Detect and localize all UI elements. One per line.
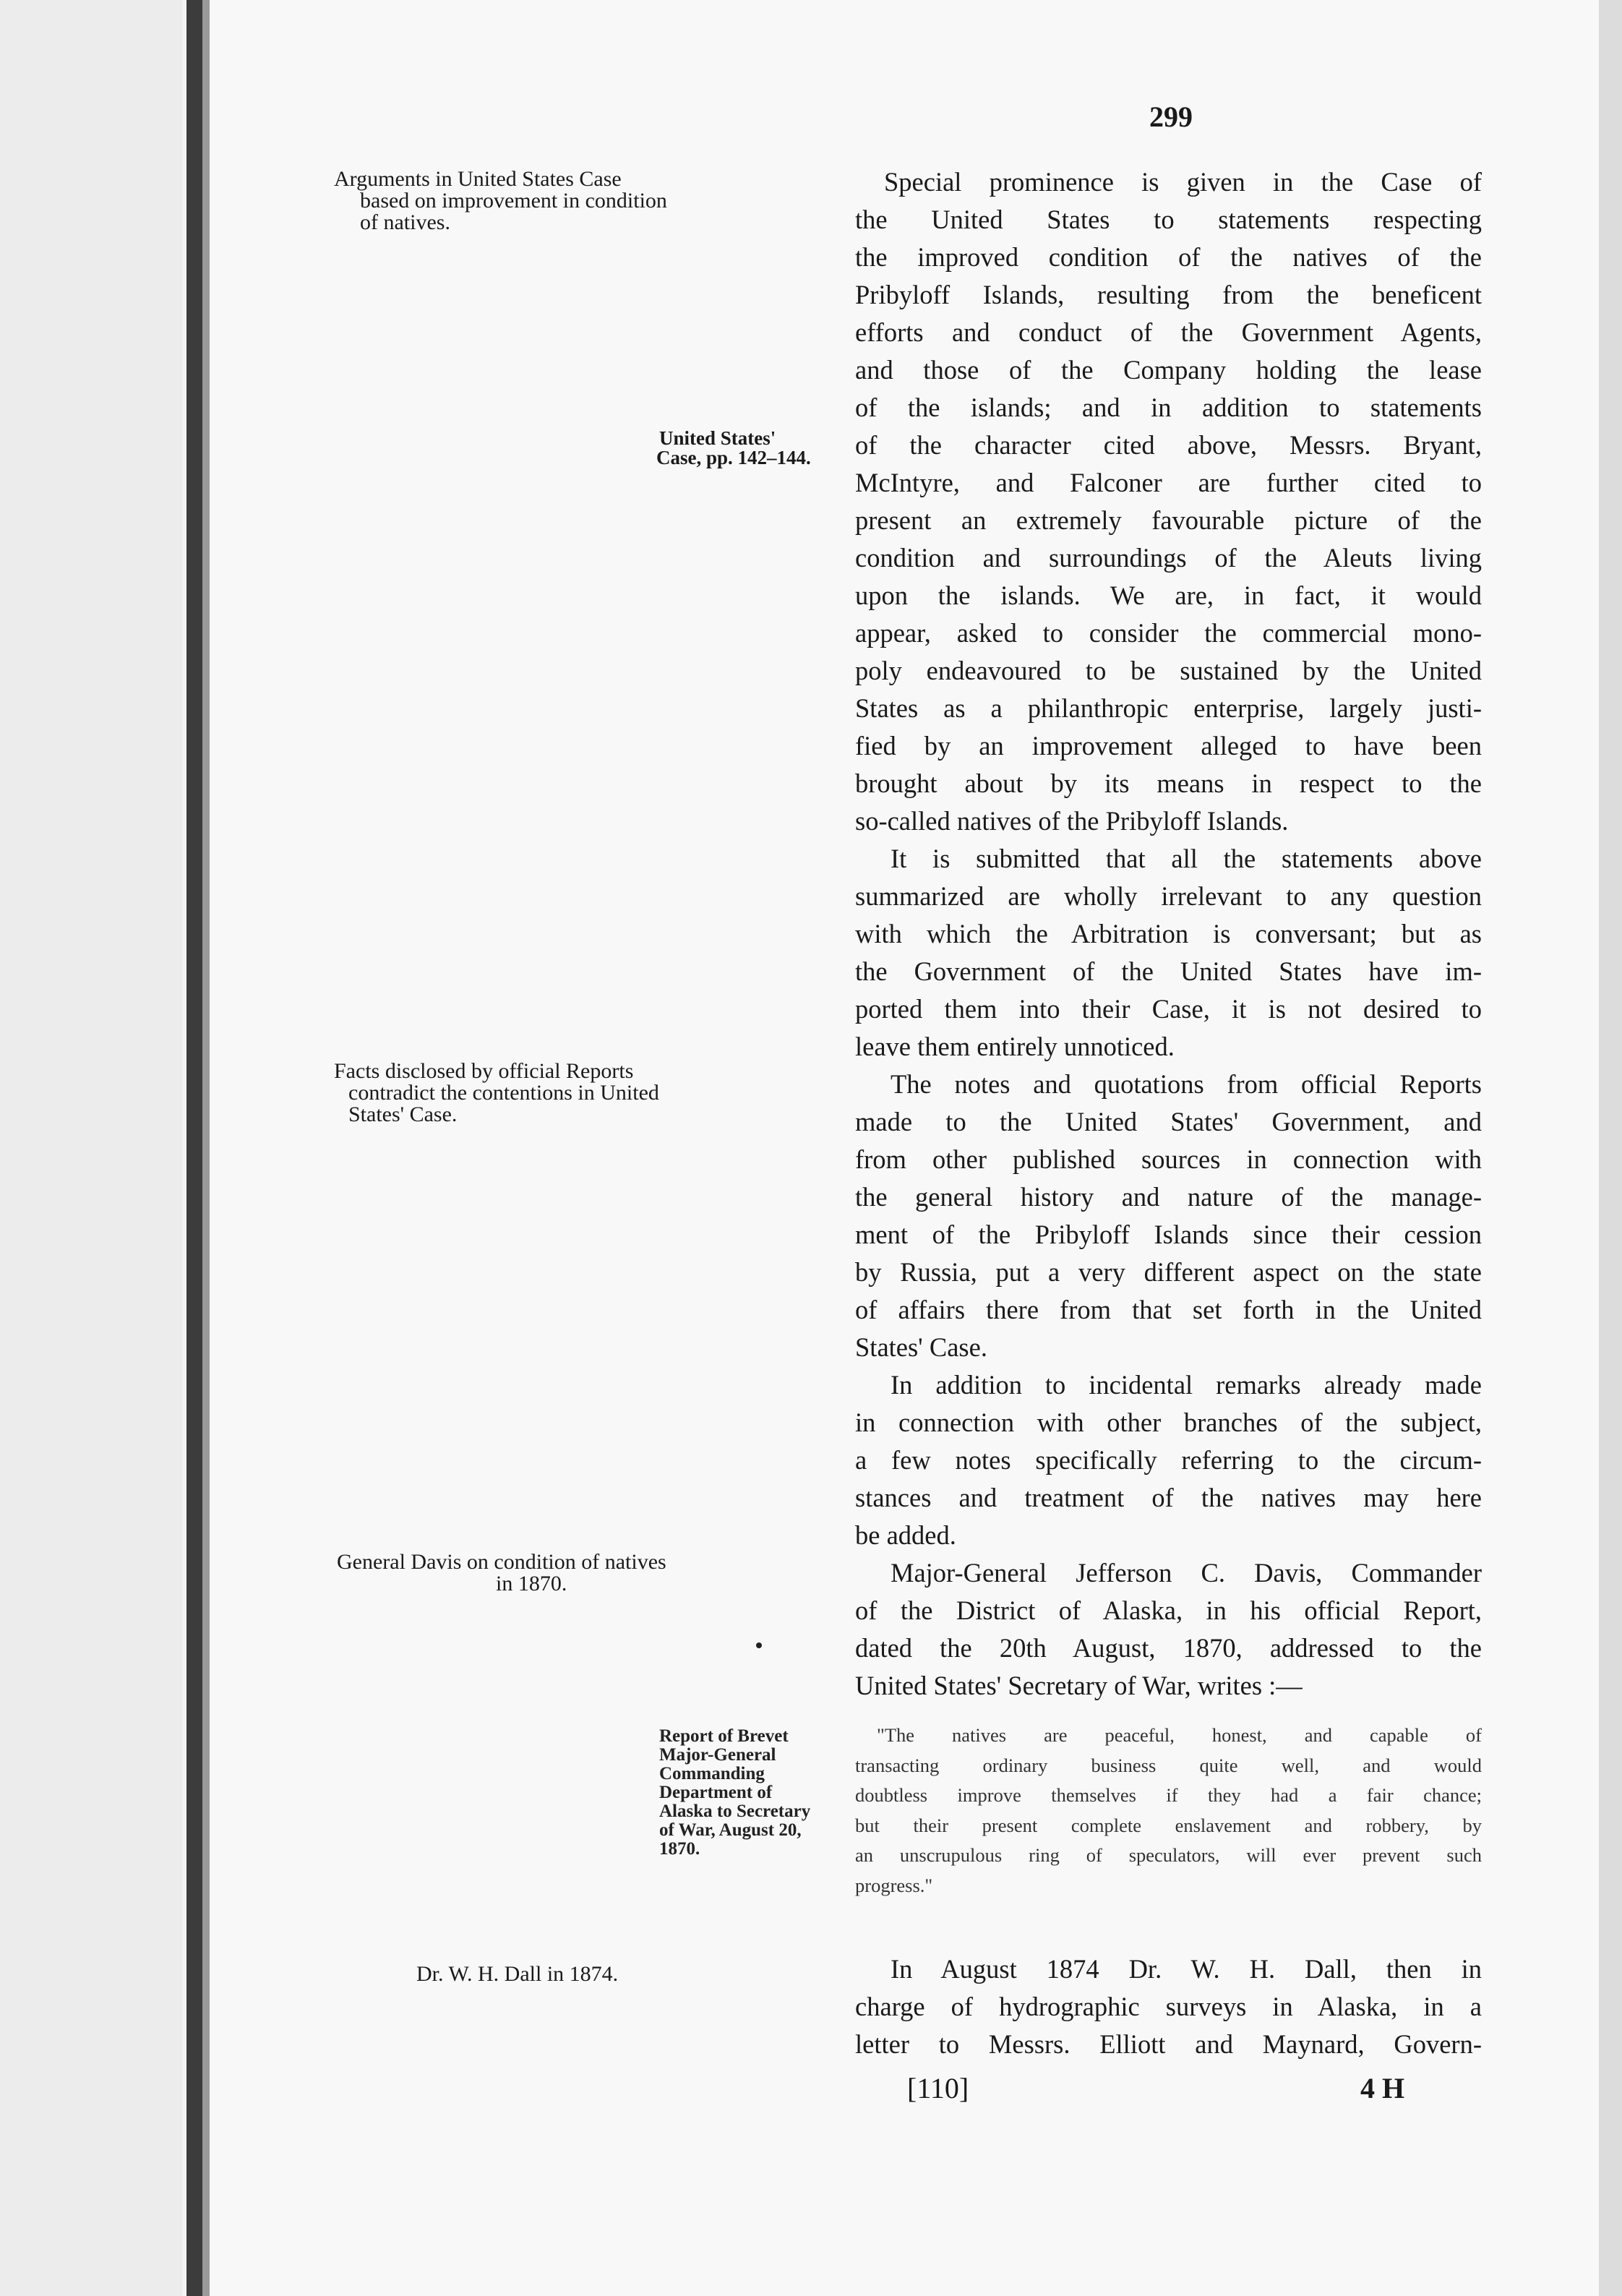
text-line: by Russia, put a very different aspect on the state: [855, 1257, 1482, 1287]
text-line: McIntyre, and Falconer are further cited to: [855, 468, 1482, 497]
paragraph-in-addition: [855, 1366, 1482, 1554]
text-line: the United States to statements respecting: [855, 205, 1482, 234]
paragraph-submitted: [855, 840, 1482, 1066]
margin-ref-line: Alaska to Secretary: [659, 1802, 811, 1821]
margin-note-line: Dr. W. H. Dall in 1874.: [416, 1962, 619, 1986]
margin-ref-line: Commanding: [659, 1764, 765, 1783]
text-line: from other published sources in connection with: [855, 1144, 1482, 1174]
text-line: ment of the Pribyloff Islands since their cession: [855, 1220, 1482, 1249]
margin-note-line: in 1870.: [496, 1572, 567, 1595]
binding-edge: [202, 0, 210, 2296]
text-line: the Government of the United States have im-: [855, 956, 1482, 986]
quote-line: "The natives are peaceful, honest, and capable of: [877, 1724, 1482, 1746]
text-line: appear, asked to consider the commercial mono-: [855, 618, 1482, 648]
text-line: letter to Messrs. Elliott and Maynard, Govern-: [855, 2029, 1482, 2059]
margin-note-facts: [334, 1061, 659, 1126]
text-line: efforts and conduct of the Government Agents,: [855, 317, 1482, 347]
text-line: of the District of Alaska, in his official Report,: [855, 1595, 1482, 1625]
margin-ref-us-case: [656, 429, 837, 468]
text-line: of affairs there from that set forth in the United: [855, 1295, 1482, 1324]
quote-line: but their present complete enslavement and robbery, by: [855, 1814, 1482, 1836]
text-line: charge of hydrographic surveys in Alaska, in a: [855, 1992, 1482, 2021]
quote-line: transacting ordinary business quite well, and would: [855, 1754, 1482, 1776]
text-line: present an extremely favourable picture of the: [855, 505, 1482, 535]
text-line: Major-General Jefferson C. Davis, Commander: [891, 1558, 1482, 1588]
margin-note-dall: [416, 1963, 618, 1985]
binding-line: [186, 0, 202, 2296]
text-line: and those of the Company holding the lease: [855, 355, 1482, 385]
text-line: States as a philanthropic enterprise, largely justi-: [855, 693, 1482, 723]
margin-note-line: contradict the contentions in United: [348, 1081, 659, 1105]
text-line: The notes and quotations from official Reports: [891, 1069, 1482, 1099]
text-line: ported them into their Case, it is not desired to: [855, 994, 1482, 1024]
margin-ref-line: Department of: [659, 1783, 773, 1802]
text-line: States' Case.: [855, 1332, 987, 1362]
text-line: dated the 20th August, 1870, addressed to the: [855, 1633, 1482, 1663]
margin-note-line: States' Case.: [348, 1102, 458, 1126]
text-line: of the islands; and in addition to statements: [855, 393, 1482, 422]
text-line: In addition to incidental remarks already made: [891, 1370, 1482, 1400]
paragraph-general-davis: [855, 1554, 1482, 1705]
text-line: leave them entirely unnoticed.: [855, 1032, 1175, 1061]
text-line: with which the Arbitration is conversant; but as: [855, 919, 1482, 948]
paragraph-special-prominence: [855, 163, 1482, 840]
text-line: It is submitted that all the statements above: [891, 844, 1482, 873]
text-line: of the character cited above, Messrs. Bryant,: [855, 430, 1482, 460]
margin-note-line: of natives.: [360, 210, 450, 234]
binding-shadow: [0, 0, 182, 2296]
quotation-davis: [855, 1721, 1482, 1901]
margin-ref-line: Major-General: [659, 1745, 776, 1765]
quote-line: an unscrupulous ring of speculators, will ever prevent such: [855, 1844, 1482, 1866]
margin-note-line: Facts disclosed by official Reports: [334, 1059, 634, 1083]
text-line: poly endeavoured to be sustained by the United: [855, 656, 1482, 685]
text-line: Special prominence is given in the Case of: [884, 167, 1482, 197]
text-line: the general history and nature of the manage-: [855, 1182, 1482, 1212]
text-line: condition and surroundings of the Aleuts living: [855, 543, 1482, 573]
text-line: summarized are wholly irrelevant to any question: [855, 881, 1482, 911]
text-line: brought about by its means in respect to the: [855, 768, 1482, 798]
ink-dot: [756, 1642, 762, 1648]
margin-ref-line: of War, August 20,: [659, 1820, 802, 1840]
footer-signature-right: 4 H: [1360, 2072, 1405, 2104]
margin-ref-line: United States': [659, 427, 776, 449]
text-line: In August 1874 Dr. W. H. Dall, then in: [891, 1954, 1482, 1984]
text-line: so-called natives of the Pribyloff Islands.: [855, 806, 1289, 836]
margin-ref-brevet-report: [659, 1727, 810, 1859]
margin-ref-line: 1870.: [659, 1839, 700, 1859]
text-line: Pribyloff Islands, resulting from the beneficent: [855, 280, 1482, 309]
quote-line: doubtless improve themselves if they had a fair chance;: [855, 1784, 1482, 1806]
text-line: fied by an improvement alleged to have been: [855, 731, 1482, 761]
margin-note-davis: [337, 1551, 666, 1595]
text-line: made to the United States' Government, and: [855, 1107, 1482, 1136]
footer-signature-left: [110]: [907, 2072, 969, 2104]
margin-ref-line: Report of Brevet: [659, 1726, 789, 1746]
margin-note-line: General Davis on condition of natives: [337, 1550, 666, 1574]
margin-note-line: Arguments in United States Case: [334, 167, 622, 191]
margin-note-arguments: [334, 168, 667, 234]
text-line: United States' Secretary of War, writes :—: [855, 1671, 1303, 1700]
text-line: a few notes specifically referring to the circum-: [855, 1445, 1482, 1475]
margin-note-line: based on improvement in condition: [360, 189, 667, 213]
text-line: upon the islands. We are, in fact, it would: [855, 581, 1482, 610]
paragraph-notes-quotations: [855, 1066, 1482, 1366]
text-line: the improved condition of the natives of the: [855, 242, 1482, 272]
paragraph-dall: [855, 1950, 1482, 2063]
text-line: stances and treatment of the natives may here: [855, 1483, 1482, 1512]
margin-ref-line: Case, pp. 142–144.: [656, 447, 811, 468]
page-number: 299: [1149, 100, 1193, 133]
text-line: be added.: [855, 1520, 956, 1550]
page-right-edge: [1599, 0, 1622, 2296]
quote-line: progress.": [855, 1874, 933, 1896]
text-line: in connection with other branches of the subject,: [855, 1408, 1482, 1437]
